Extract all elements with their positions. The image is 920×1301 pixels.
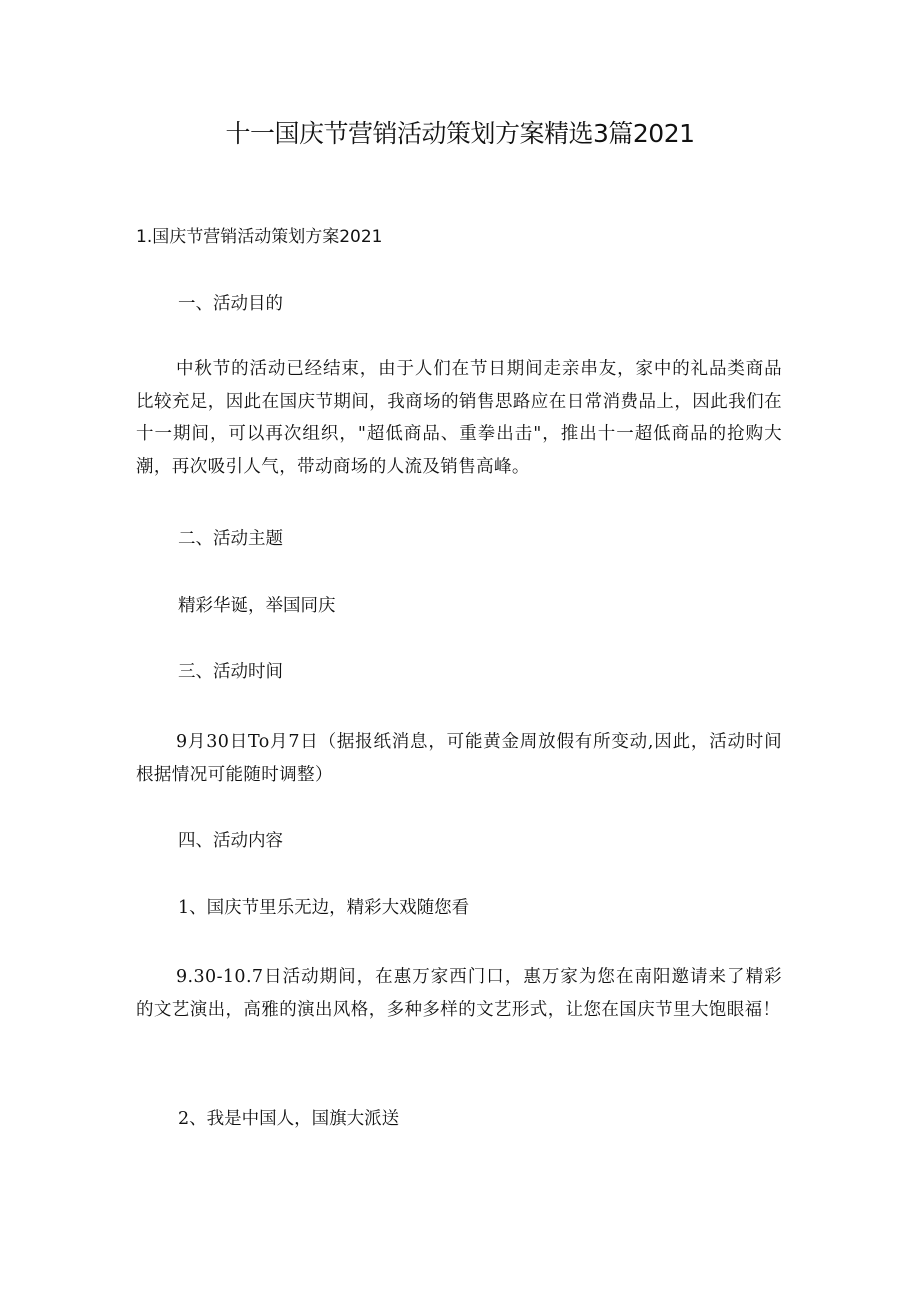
section-subtitle: 1.国庆节营销活动策划方案2021 <box>136 227 383 247</box>
heading-time: 三、活动时间 <box>178 662 283 682</box>
paragraph-purpose: 中秋节的活动已经结束，由于人们在节日期间走亲串友，家中的礼品类商品比较充足，因此在国庆节期间，我商场的销售思路应在日常消费品上，因此我们在十一期间，可以再次组织，"超低商品、重拳出击"，推出十一超低商品的抢购大潮，再次吸引人气，带动商场的人流及销售高峰。 <box>136 359 782 477</box>
content-item-1: 1、国庆节里乐无边，精彩大戏随您看 <box>178 898 470 918</box>
paragraph-item-1: 9.30-10.7日活动期间，在惠万家西门口，惠万家为您在南阳邀请来了精彩的文艺演出，高雅的演出风格，多种多样的文艺形式，让您在国庆节里大饱眼福！ <box>136 967 782 1020</box>
content-item-2: 2、我是中国人，国旗大派送 <box>178 1109 400 1129</box>
theme-text: 精彩华诞，举国同庆 <box>178 596 336 616</box>
heading-theme: 二、活动主题 <box>178 529 283 549</box>
paragraph-time: 9月30日To月7日（据报纸消息，可能黄金周放假有所变动,因此，活动时间根据情况可能随时调整） <box>136 732 782 785</box>
document-title: 十一国庆节营销活动策划方案精选3篇2021 <box>225 119 695 148</box>
heading-purpose: 一、活动目的 <box>178 294 283 314</box>
heading-content: 四、活动内容 <box>178 831 283 851</box>
